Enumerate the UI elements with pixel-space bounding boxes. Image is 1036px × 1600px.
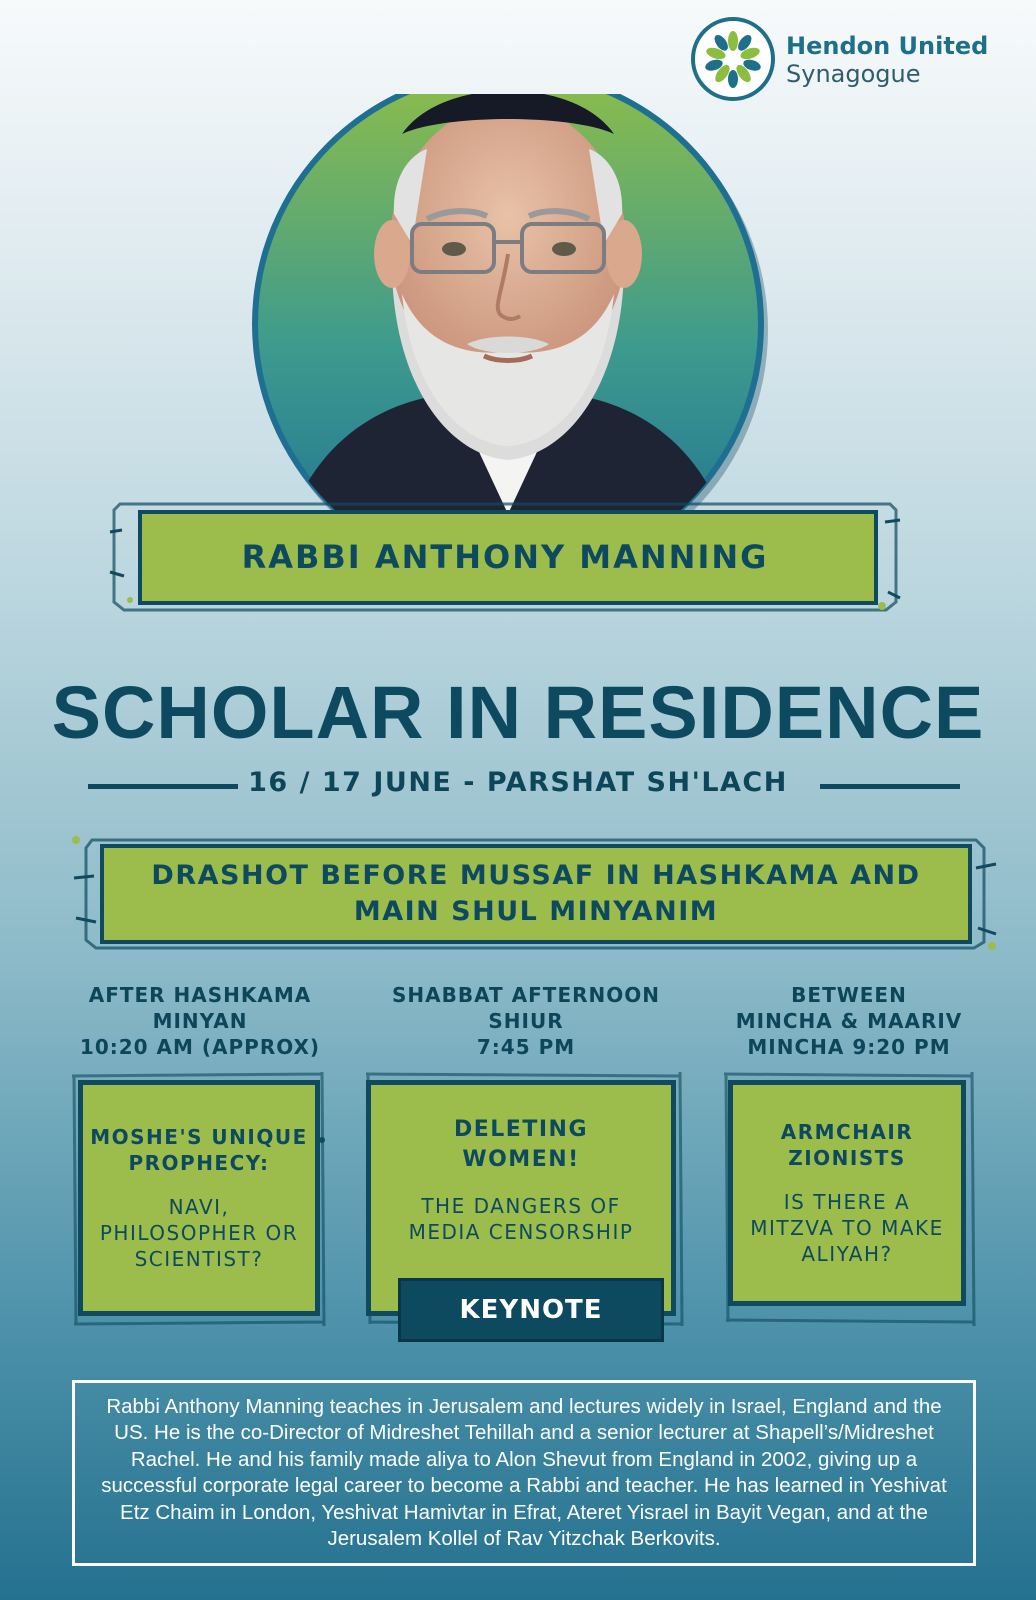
session-1-when-line1: AFTER HASHKAMA: [88, 983, 312, 1007]
session-3-time: [720, 982, 978, 1060]
session-2-subtitle: [409, 1193, 634, 1245]
session-2-title: [454, 1115, 588, 1175]
divider-right: [820, 784, 960, 789]
session-1-title: [90, 1124, 308, 1176]
session-3-sub-line3: ALIYAH?: [801, 1242, 893, 1266]
session-3-title-line2: ZIONISTS: [788, 1146, 906, 1170]
session-1-time: [72, 982, 328, 1060]
session-3-title-line1: ARMCHAIR: [780, 1120, 914, 1144]
session-2-time: [370, 982, 682, 1060]
logo-name-line1: Hendon United: [786, 32, 989, 60]
rabbi-portrait: [252, 94, 782, 514]
session-3-subtitle: [750, 1189, 944, 1267]
drashot-text: [100, 844, 972, 944]
logo-name-line2: Synagogue: [786, 60, 921, 88]
session-2-when-line2: SHIUR: [488, 1009, 564, 1033]
session-3-title: [781, 1119, 914, 1171]
session-2-when-line1: SHABBAT AFTERNOON: [392, 983, 660, 1007]
session-3-sub-line2: MITZVA TO MAKE: [750, 1216, 944, 1240]
session-2-sub-line2: MEDIA CENSORSHIP: [408, 1220, 634, 1244]
session-1-title-line1: MOSHE'S UNIQUE: [90, 1125, 308, 1149]
session-1-when-line2: MINYAN: [152, 1009, 248, 1033]
session-1-sub-line3: SCIENTIST?: [134, 1247, 264, 1271]
session-1-sub-line2: PHILOSOPHER OR: [99, 1221, 299, 1245]
session-1-when-line3: 10:20 AM (APPROX): [79, 1035, 321, 1059]
drashot-line-1: DRASHOT BEFORE MUSSAF IN HASHKAMA AND: [151, 860, 921, 891]
session-3-sub-line1: IS THERE A: [783, 1190, 911, 1214]
session-2-title-line1: DELETING: [454, 1117, 588, 1142]
session-3-when-line1: BETWEEN: [791, 983, 907, 1007]
session-2-sub-line1: THE DANGERS OF: [421, 1194, 621, 1218]
speaker-name: RABBI ANTHONY MANNING: [241, 538, 769, 576]
event-dateline: 16 / 17 JUNE - PARSHAT SH'LACH: [248, 767, 788, 798]
session-1-subtitle: [100, 1194, 298, 1272]
flower-logo-icon: [690, 16, 776, 102]
event-headline: SCHOLAR IN RESIDENCE: [51, 671, 985, 754]
drashot-banner: [70, 838, 1000, 950]
synagogue-logo: [690, 16, 1010, 106]
session-2-title-line2: WOMEN!: [462, 1147, 580, 1172]
keynote-badge: KEYNOTE: [398, 1278, 664, 1342]
session-3-when-line2: MINCHA & MAARIV: [735, 1009, 963, 1033]
drashot-line-2: MAIN SHUL MINYANIM: [353, 896, 719, 927]
session-3-when-line3: MINCHA 9:20 PM: [747, 1035, 951, 1059]
speaker-name-banner: [110, 502, 900, 612]
session-1-card: [72, 1070, 328, 1328]
speaker-bio-box: [72, 1380, 976, 1566]
session-1-sub-line1: NAVI,: [168, 1195, 230, 1219]
session-2-when-line3: 7:45 PM: [476, 1035, 576, 1059]
session-3-card: [724, 1070, 978, 1328]
speaker-bio: Rabbi Anthony Manning teaches in Jerusalem and lectures widely in Israel, England and the US. He is the co-Director of Midreshet Tehillah and a senior lecturer at Shapell’s/Midreshet Rachel. He and his family made aliya to Alon Shevut from England in 2002, giving up a successful corporate legal career to become a Rabbi and teacher. He has learned in Yeshivat Etz Chaim in London, Yeshivat Hamivtar in Efrat, Ateret Yisrael in Bayit Vegan, and at the Jerusalem Kollel of Rav Yitzchak Berkovits.: [101, 1394, 947, 1550]
session-1-title-line2: PROPHECY:: [128, 1151, 270, 1175]
